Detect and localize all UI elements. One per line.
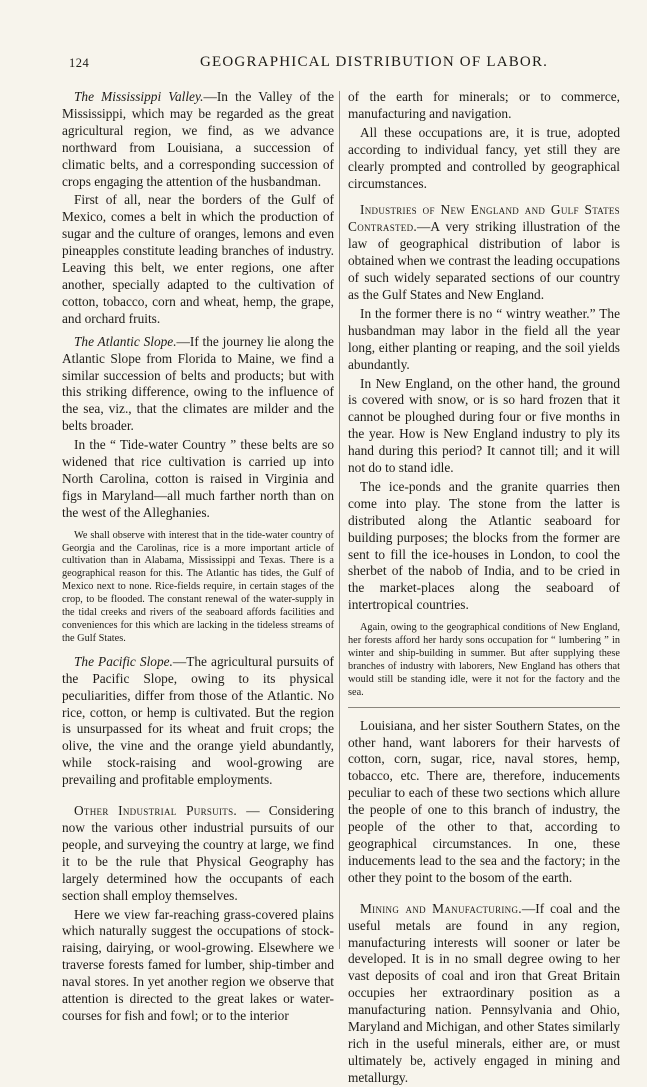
section-heading: Other Industrial Pursuits. <box>74 803 238 819</box>
left-column <box>62 89 334 1025</box>
right-column <box>348 89 620 1087</box>
footnote-new-england: Again, owing to the geographical conditions of New England, her forests afford her hardy sons occupation for “ lumbering ” in winter and ship-building in summer. But after supplying these branches of industry with laborers, New England has others that would still be standing idle, were it not for the factory and the sea. <box>348 622 620 707</box>
section-heading: Mining and Manufacturing. <box>360 900 522 916</box>
paragraph-other-pursuits <box>62 803 334 904</box>
page-number: 124 <box>69 56 90 70</box>
paragraph-text: —If the journey lie along the Atlantic Slope from Florida to Maine, we find a similar succession of belts and products; but with this striking difference, owing to the influence of the sea, viz., that the climates are milder and the belts broader. <box>62 333 334 434</box>
running-title: GEOGRAPHICAL DISTRIBUTION OF LABOR. <box>200 54 549 70</box>
footnote-tide-water: We shall observe with interest that in the tide-water country of Georgia and the Carolinas, rice is a more important article of cultivation than in Alabama, Mississippi and Texas. There is a geographical reason for this. The Atlantic has tides, the Gulf of Mexico next to none. Rice-fields require, in certain stages of the crop, to be flooded. The constant renewal of the water-supply in the tidal creeks and rivers of the seaboard affords facilities and conveniences for this which are lacking in the tideless streams of the Gulf States. <box>62 529 334 644</box>
paragraph: In New England, on the other hand, the ground is covered with snow, or is so hard frozen that it cannot be ploughed during four or five months in the year. How is New England industry to ply its hand during this period? It cannot till; and it will not do to stand idle. <box>348 375 620 476</box>
section-heading: The Pacific Slope. <box>74 653 173 669</box>
paragraph-pacific-slope <box>62 654 334 789</box>
paragraph: Here we view far-reaching grass-covered plains which naturally suggest the occupations of stock-raising, dairying, or wool-growing. Elsewhere we traverse forests famed for lumber, ship-timber and naval stores. In yet another region we observe that attention is directed to the great lakes or water-courses for fish and fowl; or to the interior <box>62 906 334 1023</box>
paragraph-text: —In the Valley of the Mississippi, which may be regarded as the great agricultural region, we find, as we advance northward from Louisiana, a succession of climatic belts, and a corresponding succession of crops engaging the attention of the husbandman. <box>62 89 334 189</box>
paragraph-atlantic-slope <box>62 334 334 435</box>
paragraph-mississippi-valley <box>62 89 334 190</box>
paragraph: First of all, near the borders of the Gulf of Mexico, comes a belt in which the production of sugar and the culture of oranges, lemons and even pineapples constitute leading branches of industry. Leaving this belt, we enter regions, one after another, specially adapted to the cultivation of cotton, tobacco, corn and wheat, hemp, the grape, and orchard fruits. <box>62 192 334 326</box>
paragraph-continued: of the earth for minerals; or to commerce, manufacturing and navigation. <box>348 89 620 121</box>
paragraph-text: —The agricultural pursuits of the Pacific Slope, owing to its physical peculiarities, differ from those of the Atlantic. No rice, cotton, or hemp is cultivated. But the region is unsurpassed for its wheat and fruit crops; the olive, the vine and the orange yield abundantly, while stock-raising and wool-growing are prevailing and profitable employments. <box>62 653 334 788</box>
paragraph: In the “ Tide-water Country ” these belts are so widened that rice cultivation is carried up into North Carolina, cotton is raised in Virginia and figs in Maryland—all much farther north than on the west of the Alleghanies. <box>62 437 334 520</box>
paragraph-text: —If coal and the useful metals are found in any region, manufacturing interests will sooner or later be developed. It is in no small degree owing to her vast deposits of coal and iron that Great Britain occupies her extraordinary position as a manufacturing nation. Pennsylvania and Ohio, Maryland and Michigan, and other States similarly rich in the useful minerals, either are, or must ultimately be, actively engaged in mining and metallurgy. <box>348 900 620 1085</box>
section-heading: The Mississippi Valley. <box>74 89 204 104</box>
paragraph: All these occupations are, it is true, adopted according to individual fancy, yet still they are clearly prompted and controlled by geographical circumstances. <box>348 124 620 191</box>
page-header <box>0 54 647 74</box>
paragraph-industries-contrasted <box>348 202 620 303</box>
section-heading: Industries of New England and Gulf States Contrasted. <box>348 202 620 235</box>
paragraph: The ice-ponds and the granite quarries then come into play. The stone from the latter is distributed along the Atlantic seaboard for building purposes; the blocks from the former are sent to fill the ice-houses in London, to cool the sherbet of the nabob of India, and to be cried in the market-places along the seaboard of intertropical countries. <box>348 478 620 613</box>
paragraph: Louisiana, and her sister Southern States, on the other hand, want laborers for their harvests of cotton, corn, sugar, rice, naval stores, hemp, tobacco, etc. There are, therefore, inducements peculiar to each of these two sections which allure the people of one to this branch of industry, the people of the other to that, according to geographical circumstances. In one, these inducements lead to the sea and the factory; in the other they point to the bosom of the earth. <box>348 717 620 885</box>
paragraph: In the former there is no “ wintry weather.” The husbandman may labor in the field all the year long, either planting or reaping, and the soil yields abundantly. <box>348 305 620 372</box>
paragraph-text: — Considering now the various other industrial pursuits of our people, and surveying the country at large, we find it to be the rule that Physical Geography has largely determined how the occupants of each section shall employ themselves. <box>62 803 334 903</box>
column-divider <box>339 91 340 949</box>
section-heading: The Atlantic Slope. <box>74 333 177 349</box>
paragraph-mining-manufacturing <box>348 901 620 1087</box>
paragraph-text: —A very striking illustration of the law of geographical distribution of labor is obtained when we contrast the leading occupations of such widely separated sections of our country as the Gulf States and New England. <box>348 219 620 302</box>
